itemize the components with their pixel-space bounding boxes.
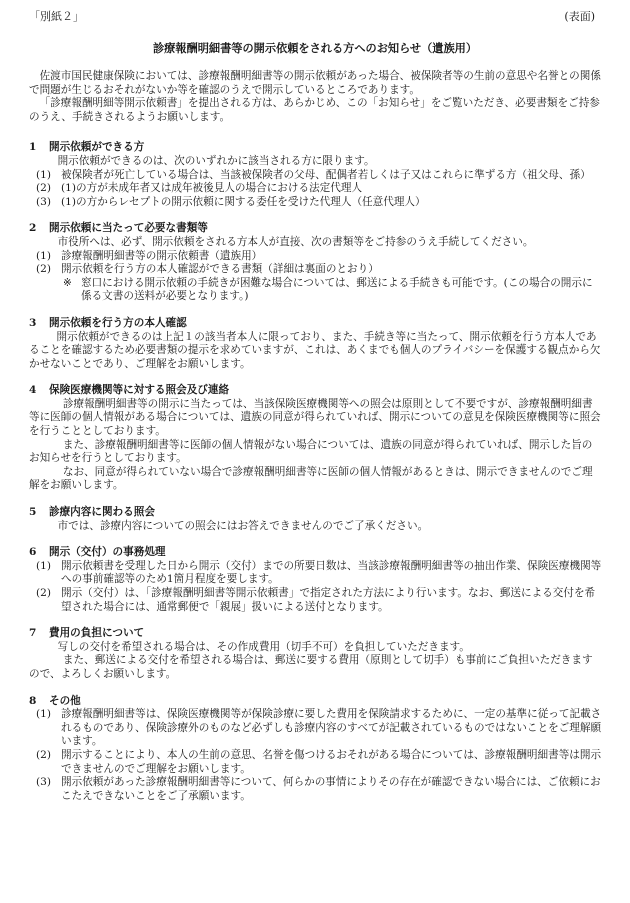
item-text: 診療報酬明細書等は、保険医療機関等が保険診療に要した費用を保険請求するために、一定の基準に従って記載されるものであり、保険診療外のものなど必ずしも診療内容のすべてが記載されているものではないことをご理解願います。 [61,708,602,748]
list-item [29,587,602,614]
section-paragraph: 診療報酬明細書等の開示に当たっては、当該保険医療機関等への照会は原則として不要ですが、診療報酬明細書等に医師の個人情報がある場合については、遺族の同意が得られていれば、開示についての意見を保険医療機関等に照会を行うこととしております。 [29,397,601,438]
list-item [29,708,602,749]
attachment-label: 「別紙２」 [29,10,84,23]
section-heading [29,317,602,331]
item-text: (1)の方からレセプトの開示依頼に関する委任を受けた代理人（任意代理人） [61,195,426,208]
section-title: 開示依頼ができる方 [49,141,145,154]
section-heading [29,384,602,398]
item-text: 開示依頼書を受理した日から開示（交付）までの所要日数は、当該診療報酬明細書等の抽出作業、保険医療機関等への事前確認等のため1箇月程度を要します。 [61,559,602,586]
section-heading [29,695,602,709]
section-heading [29,546,602,560]
item-text: (1)の方が未成年者又は成年被後見人の場合における法定代理人 [61,182,363,195]
section-number: 1 [29,141,37,154]
list-item [29,182,602,196]
section-7 [29,627,602,681]
section-1 [29,141,602,209]
section-paragraph: また、診療報酬明細書等に医師の個人情報がない場合については、遺族の同意が得られていれば、開示した旨のお知らせを行うとしております。 [29,438,593,465]
section-paragraph: また、郵送による交付を希望される場合は、郵送に要する費用（原則として切手）も事前にご負担いただきますので、よろしくお願いします。 [29,654,593,680]
list-item [29,169,602,183]
section-6 [29,546,602,614]
section-title: 費用の負担について [49,627,145,640]
section-paragraph: なお、同意が得られていない場合で診療報酬明細書等に医師の個人情報があるときは、開示できませんのでご理解をお願いします。 [29,465,593,492]
section-number: 3 [29,316,37,329]
item-number: (2) [36,182,52,195]
item-number: (1) [36,559,52,572]
section-number: 6 [29,546,37,559]
section-2 [29,222,602,304]
item-number: (1) [36,249,52,262]
section-number: 2 [29,222,37,235]
item-number: (2) [36,587,52,599]
section-4 [29,384,602,493]
section-heading [29,222,602,236]
list-item [29,250,602,264]
item-text: 被保険者が死亡している場合は、当該被保険者の父母、配偶者若しくは子又はこれらに準ずる方（祖父母、孫） [61,168,591,181]
list-item [29,560,602,587]
section-number: 4 [29,384,37,397]
section-lead: 市役所へは、必ず、開示依頼をされる方本人が直接、次の書類等をご持参のうえ手続してください。 [57,235,534,248]
item-text: 診療報酬明細書等の開示依頼書（遺族用） [61,249,263,262]
section-number: 8 [29,694,37,707]
intro-paragraph: 佐渡市国民健康保険においては、診療報酬明細書等の開示依頼があった場合、被保険者等の生前の意思や名誉との関係で問題が生じるおそれがないか等を確認のうえで開示しているところであります。 [29,70,601,96]
item-number: (2) [36,263,52,276]
section-paragraph: 開示依頼ができるのは上記１の該当者本人に限っており、また、手続き等に当たって、開示依頼を行う方本人であることを確認するため必要書類の提示を求めていますが、これは、あくまでも個人のプライバシーを保護する観点から欠かせないことであり、ご理解をお願いします。 [29,330,601,370]
section-title: 診療内容に関わる照会 [49,506,155,519]
item-text: 開示依頼を行う方の本人確認ができる書類（詳細は裏面のとおり） [61,263,379,276]
section-title: 開示（交付）の事務処理 [49,546,166,559]
page-side-label: (表面) [564,10,595,23]
section-heading [29,506,602,520]
item-number: (2) [36,748,52,761]
item-text: 開示依頼があった診療報酬明細書等について、何らかの事情によりその存在が確認できない場合には、ご依頼におこたえできないことをご了承願います。 [61,776,601,802]
note-text: 窓口における開示依頼の手続きが困難な場合については、郵送による手続きも可能です。(この場合の開示に係る文書の送料が必要となります。) [81,276,593,303]
section-3 [29,317,602,371]
section-title: 開示依頼を行う方の本人確認 [49,316,187,329]
intro [29,70,602,124]
section-heading [29,627,602,641]
item-number: (3) [36,195,52,208]
section-number: 7 [29,627,37,640]
section-paragraph: 市では、診療内容についての照会にはお答えできませんのでご了承ください。 [57,519,429,532]
document-title: 診療報酬明細書等の開示依頼をされる方へのお知らせ（遺族用） [152,41,478,55]
section-lead: 開示依頼ができるのは、次のいずれかに該当される方に限ります。 [57,154,375,167]
note-mark: ※ [63,276,72,289]
item-number: (1) [36,168,52,181]
item-number: (1) [36,708,52,721]
intro-paragraph: 「診療報酬明細等開示依頼書」を提出される方は、あらかじめ、この「お知らせ」をご覧いただき、必要書類をご持参のうえ、手続きされるようお願いします。 [29,97,600,123]
section-title: 開示依頼に当たって必要な書類等 [49,222,208,235]
document-body [29,70,602,803]
section-title: 保険医療機関等に対する照会及び連絡 [49,384,230,397]
list-item [29,749,602,776]
section-paragraph: 写しの交付を希望される場合は、その作成費用（切手不可）を負担していただきます。 [57,640,470,653]
section-title: その他 [49,694,81,707]
note [29,277,602,304]
list-item [29,196,602,210]
item-text: 開示（交付）は、「診療報酬明細書等開示依頼書」で指定された方法により行います。なお、郵送による交付を希望された場合には、通常郵便で「親展」扱いによる送付となります。 [61,587,596,613]
section-number: 5 [29,506,37,519]
list-item [29,776,602,803]
section-heading [29,141,602,155]
item-text: 開示することにより、本人の生前の意思、名誉を傷つけるおそれがある場合については、診療報酬明細書等は開示できませんのでご理解をお願いします。 [61,748,602,775]
section-8 [29,695,602,804]
section-5 [29,506,602,533]
item-number: (3) [36,776,52,789]
list-item [29,263,602,277]
